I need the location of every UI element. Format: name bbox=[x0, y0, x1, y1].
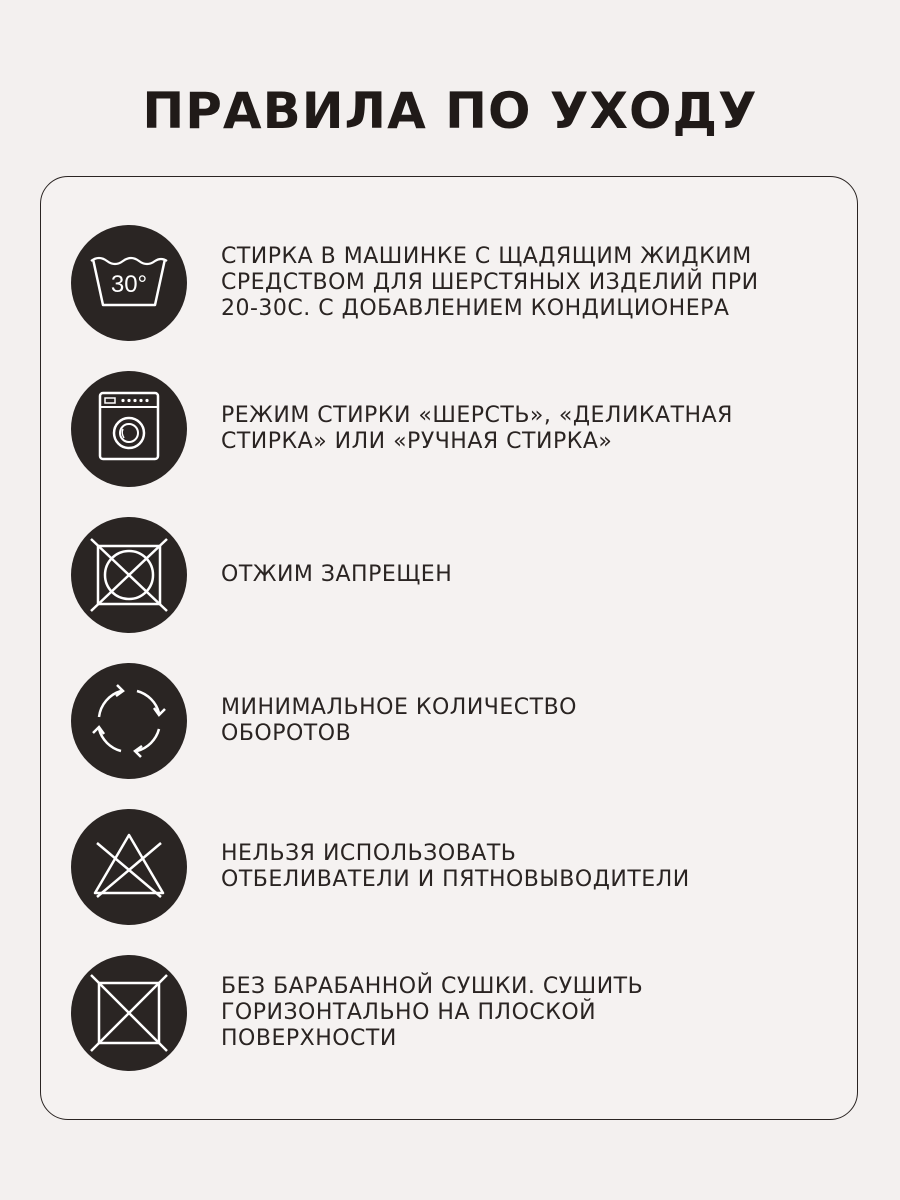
care-item-wash-temperature bbox=[71, 225, 831, 341]
care-item-text: МИНИМАЛЬНОЕ КОЛИЧЕСТВО ОБОРОТОВ bbox=[221, 695, 577, 746]
care-item-no-tumble-dry bbox=[71, 955, 831, 1071]
circular-arrows-icon bbox=[71, 663, 187, 779]
wash-30-degrees-icon bbox=[71, 225, 187, 341]
no-tumble-dry-icon bbox=[71, 955, 187, 1071]
no-spin-icon bbox=[71, 517, 187, 633]
care-instructions-card bbox=[40, 176, 858, 1120]
care-item-text: РЕЖИМ СТИРКИ «ШЕРСТЬ», «ДЕЛИКАТНАЯ СТИРКА» ИЛИ «РУЧНАЯ СТИРКА» bbox=[221, 403, 733, 454]
no-bleach-icon bbox=[71, 809, 187, 925]
temperature-label: 30° bbox=[110, 271, 148, 298]
care-item-text: СТИРКА В МАШИНКЕ С ЩАДЯЩИМ ЖИДКИМ СРЕДСТВОМ ДЛЯ ШЕРСТЯНЫХ ИЗДЕЛИЙ ПРИ 20-30С. С ДОБАВЛЕНИЕМ КОНДИЦИОНЕРА bbox=[221, 244, 759, 321]
care-item-text: ОТЖИМ ЗАПРЕЩЕН bbox=[221, 562, 453, 587]
care-item-no-bleach bbox=[71, 809, 831, 925]
care-item-min-rpm bbox=[71, 663, 831, 779]
page-title: ПРАВИЛА ПО УХОДУ bbox=[142, 82, 758, 140]
care-item-text: БЕЗ БАРАБАННОЙ СУШКИ. СУШИТЬ ГОРИЗОНТАЛЬНО НА ПЛОСКОЙ ПОВЕРХНОСТИ bbox=[221, 974, 644, 1051]
care-item-wash-mode bbox=[71, 371, 831, 487]
care-item-no-spin bbox=[71, 517, 831, 633]
care-item-text: НЕЛЬЗЯ ИСПОЛЬЗОВАТЬ ОТБЕЛИВАТЕЛИ И ПЯТНОВЫВОДИТЕЛИ bbox=[221, 841, 690, 892]
washing-machine-icon bbox=[71, 371, 187, 487]
